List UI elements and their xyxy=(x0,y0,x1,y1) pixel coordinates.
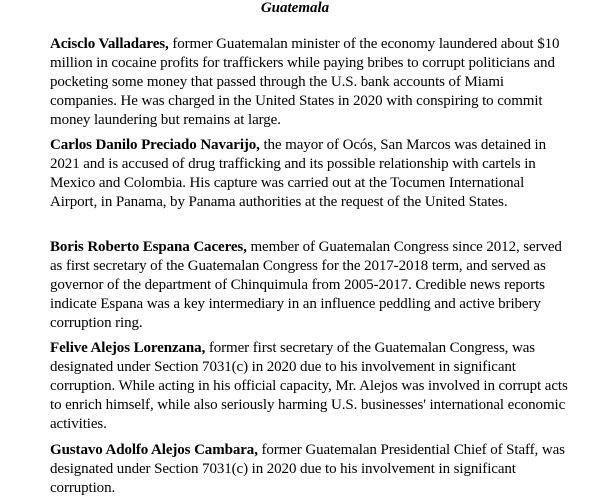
entry-paragraph xyxy=(50,339,570,434)
entry-text: former first secretary of the Guatemalan Congress, was designated under Section 7031(c) in 2020 due to his involvement in significant corruption. While acting in his official capacity, Mr. Alejos was involved in corrupt acts to enrich himself, while also seriously harming U.S. businesses' international economic activities. xyxy=(50,340,568,432)
entry-name: Acisclo Valladares, xyxy=(50,36,169,52)
entry-text: the mayor of Ocós, San Marcos was detained in 2021 and is accused of drug trafficking and its possible relationship with cartels in Mexico and Colombia. His capture was carried out at the Tocumen International Airport, in Panama, by Panama authorities at the request of the United States. xyxy=(50,137,547,210)
entry-text: former Guatemalan minister of the economy laundered about $10 million in cocaine profits for traffickers while paying bribes to corrupt politicians and pocketing some money that passed through the U.S. bank accounts of Miami companies. He was charged in the United States in 2020 with conspiring to commit money laundering but remains at large. xyxy=(50,36,560,128)
entry-name: Boris Roberto Espana Caceres, xyxy=(50,239,247,255)
entry-name: Felive Alejos Lorenzana, xyxy=(50,340,206,356)
section-title: Guatemala xyxy=(260,0,330,16)
entry-text: former Guatemalan Presidential Chief of Staff, was designated under Section 7031(c) in 2020 due to his involvement in significant corruption. xyxy=(50,442,565,496)
entry-paragraph xyxy=(50,238,570,333)
entry-name: Gustavo Adolfo Alejos Cambara, xyxy=(50,442,258,458)
entry-text: member of Guatemalan Congress since 2012, served as first secretary of the Guatemalan Congress for the 2017-2018 term, and served as governor of the department of Chinquimula from 2005-2017. Credible news reports indicate Espana was a key intermediary in an influence peddling and active bribery corruption ring. xyxy=(50,239,562,331)
entry-paragraph xyxy=(50,35,570,130)
entry-paragraph xyxy=(50,441,570,498)
entry-name: Carlos Danilo Preciado Navarijo, xyxy=(50,137,260,153)
entry-paragraph xyxy=(50,136,570,212)
